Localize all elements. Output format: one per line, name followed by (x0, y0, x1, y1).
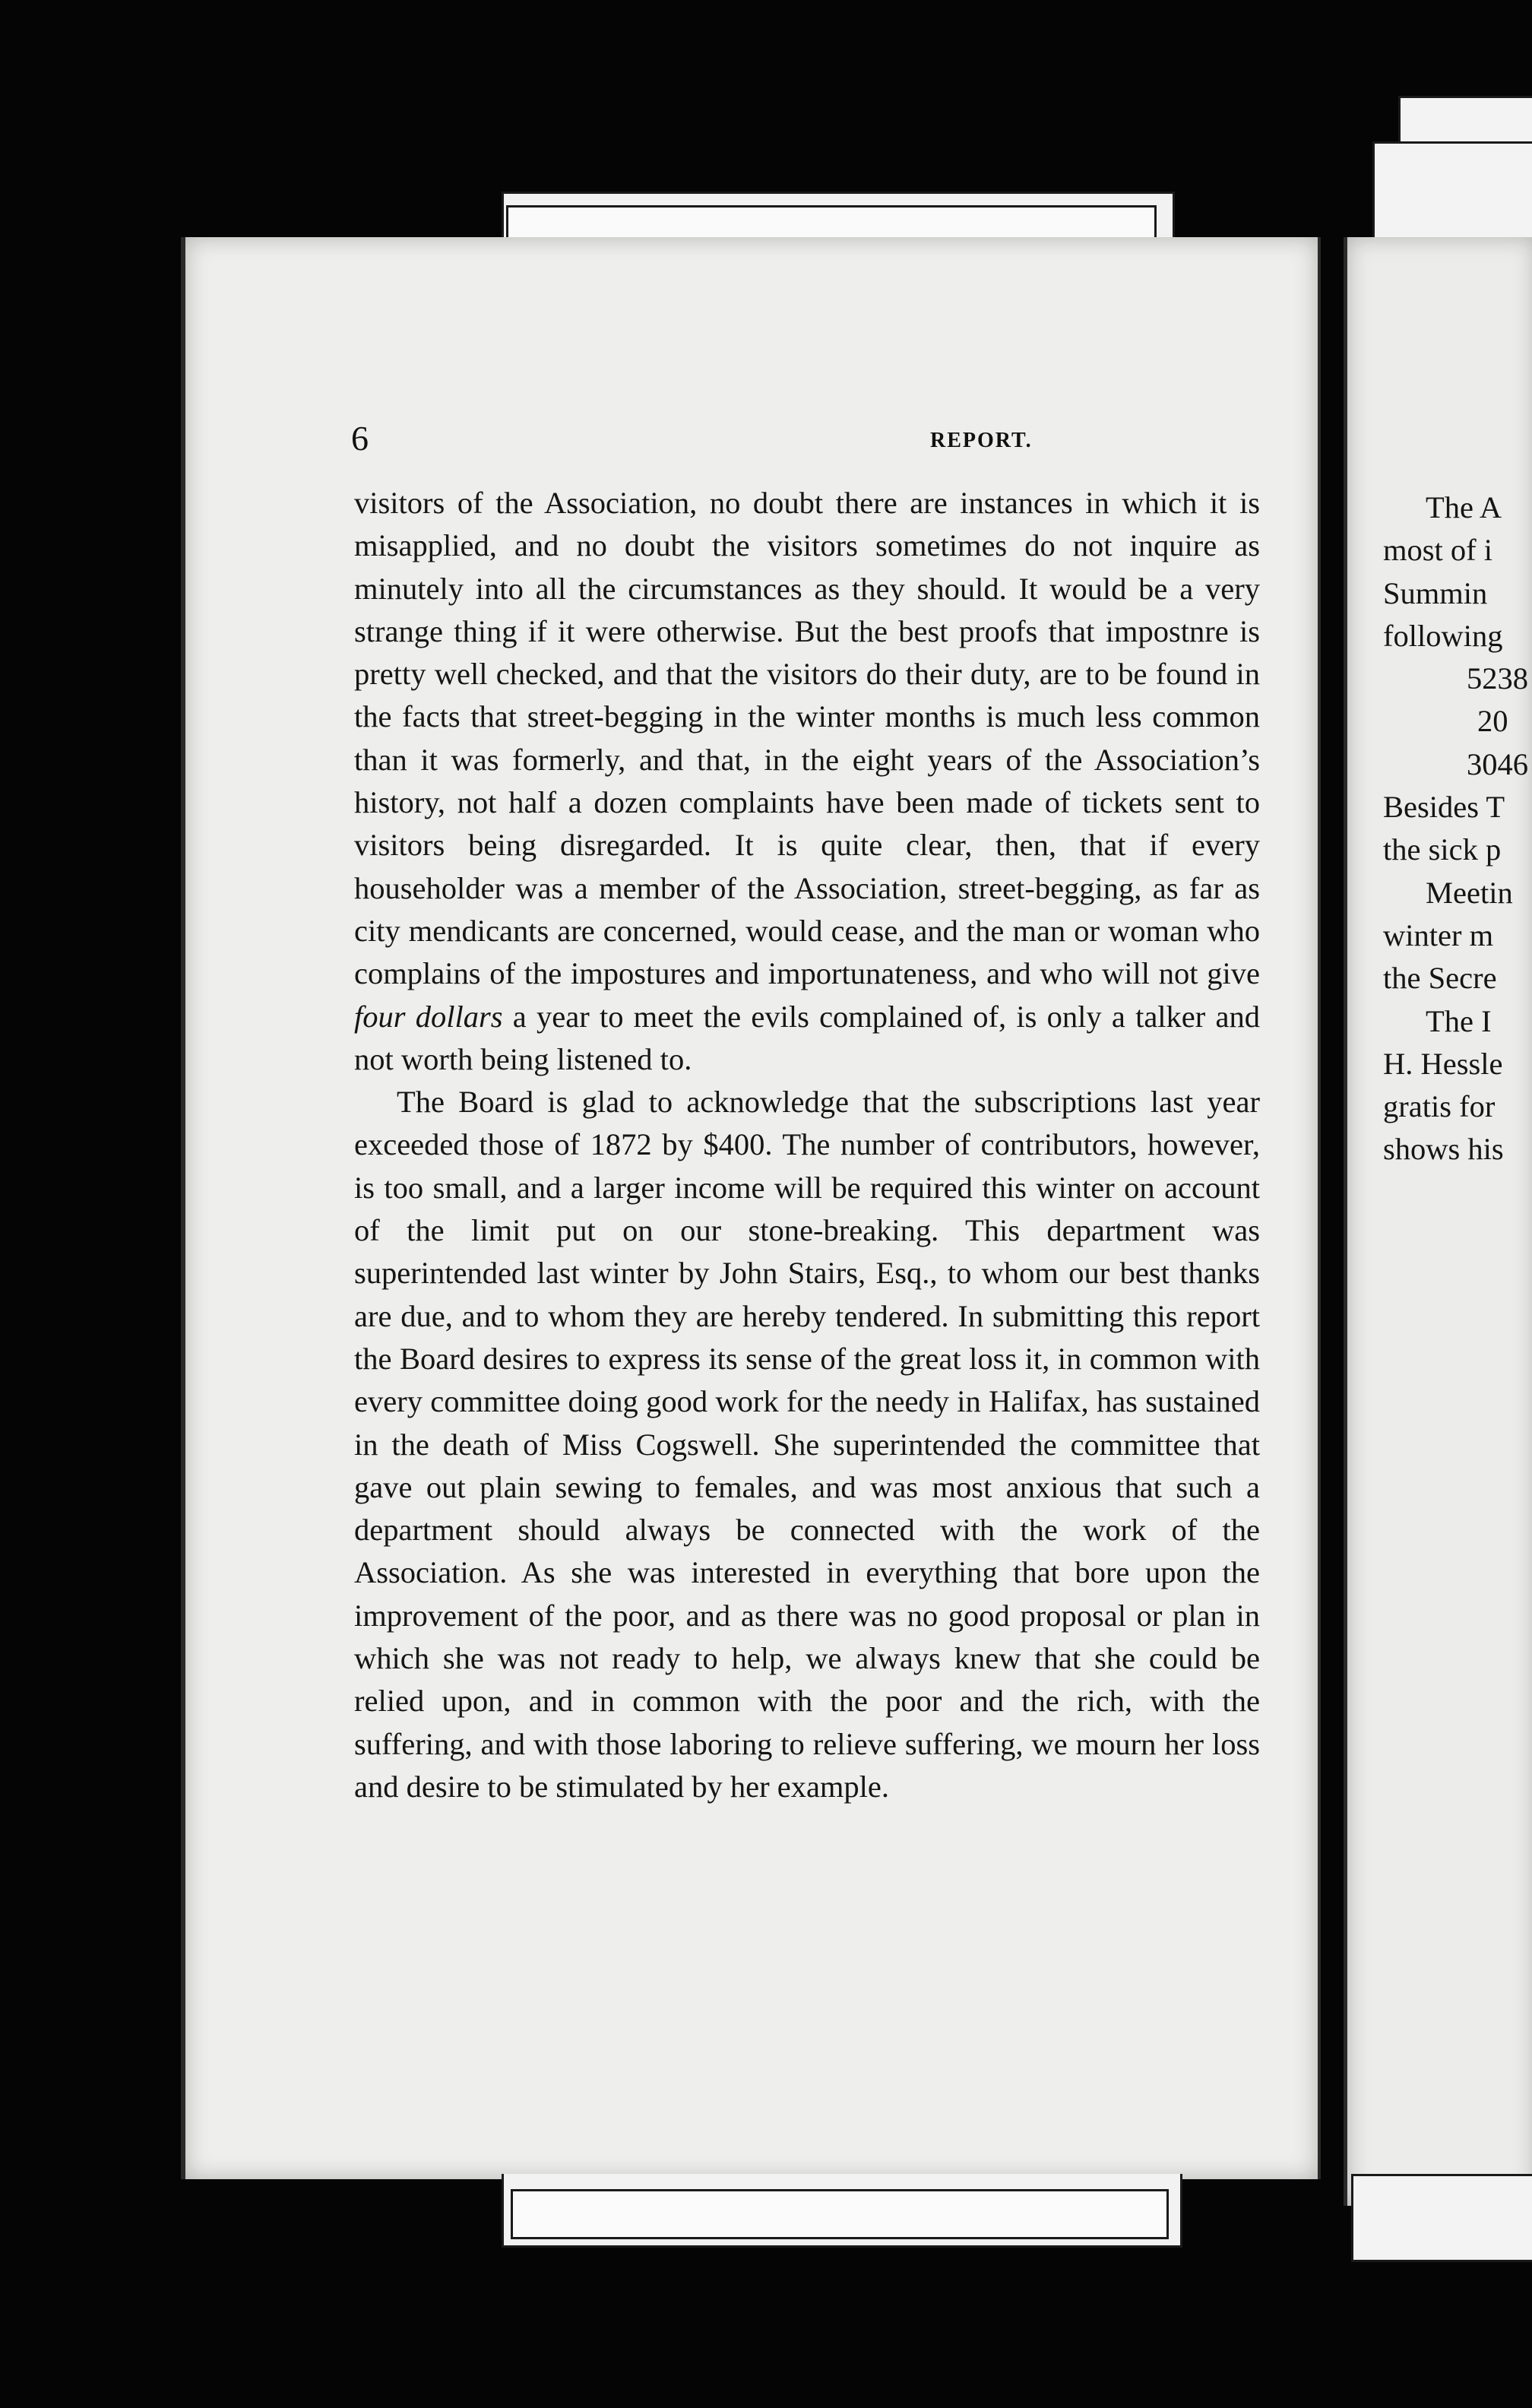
right-line: winter m (1383, 917, 1494, 952)
right-page-text (1383, 486, 1532, 1171)
left-page (181, 237, 1321, 2179)
right-line: shows his (1383, 1132, 1504, 1167)
body-text (354, 482, 1260, 1808)
page-edge-bottom-inner (511, 2189, 1169, 2239)
right-line: 3046 (1467, 746, 1528, 781)
running-head: REPORT. (930, 429, 1033, 452)
right-line: gratis for (1383, 1089, 1496, 1124)
right-line: the sick p (1383, 832, 1502, 867)
right-line: Besides T (1383, 790, 1505, 825)
paragraph-2: The Board is glad to acknowledge that the subscriptions last year exceeded those of 1872 by $400. The number of contributors, however, is too small, and a larger income will be required this winter on account of the limit put on our stone-breaking. This department was superintended last winter by John Stairs, Esq., to whom our best thanks are due, and to whom they are hereby tendered. In submitting this report the Board desires to express its sense of the great loss it, in common with every committee doing good work for the needy in Halifax, has sustained in the death of Miss Cogswell. She superintended the committee that gave out plain sewing to females, and was most anxious that such a department should always be connected with the work of the Association. As she was interested in everything that bore upon the improvement of the poor, and as there was no good proposal or plan in which she was not ready to help, we always knew that she could be relied upon, and in common with the poor and the rich, with the suffering, and with those laboring to relieve suffering, we mourn her loss and desire to be stimulated by her example. (354, 1085, 1260, 1804)
right-line: following (1383, 618, 1503, 653)
paragraph-1: visitors of the Association, no doubt there are instances in which it is misapplied, and no doubt the visitors sometimes do not inquire as minutely into all the circumstances as they should. It would be a very strange thing if it were otherwise. But the best proofs that impostnre is pretty well checked, and that the visitors do their duty, are to be found in the facts that street-begging in the winter months is much less common than it was formerly, and that, in the eight years of the Association’s history, not half a dozen complaints have been made of tickets sent to visitors being disregarded. It is quite clear, then, that if every householder was a member of the Association, street-begging, as far as city mendicants are concerned, would cease, and the man or woman who complains of the impostures and importunateness, and who will not give four dollars a year to meet the evils complained of, is only a talker and not worth being listened to. (354, 486, 1260, 1076)
right-line: the Secre (1383, 961, 1497, 996)
right-line: H. Hessle (1383, 1046, 1503, 1081)
right-line: Meetin (1426, 875, 1513, 910)
italic-phrase: four dollars (354, 999, 503, 1034)
right-page-edge-2 (1372, 141, 1532, 245)
page-number: 6 (351, 419, 369, 458)
right-line: most of i (1383, 533, 1493, 568)
right-line: The I (1426, 1003, 1492, 1038)
right-line: 20 (1477, 704, 1508, 739)
right-line: Summin (1383, 575, 1488, 610)
right-line: 5238 (1467, 661, 1528, 696)
right-line: The A (1426, 490, 1502, 524)
right-page-edge-bottom (1351, 2174, 1532, 2262)
